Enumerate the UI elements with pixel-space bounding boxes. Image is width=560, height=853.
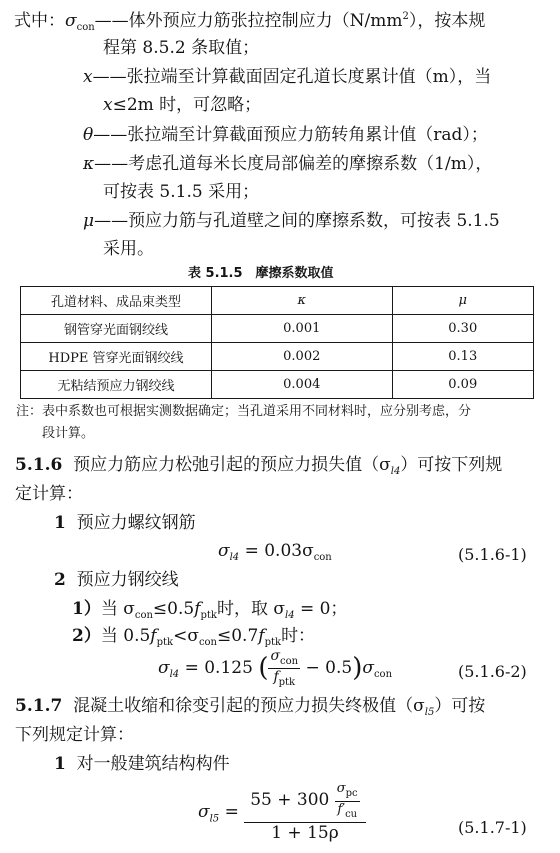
table-header-mu: μ [392, 287, 533, 315]
eq-tail-subscript: con [373, 669, 393, 680]
eq-tail-symbol: σ [362, 658, 374, 679]
case-subscript: con [134, 610, 153, 621]
x-text-2: ≤2m 时，可忽略； [112, 95, 262, 115]
mu-text: ——预应力筋与孔道壁之间的摩擦系数，可按表 5.1.5 [94, 211, 500, 231]
table-cell-material: 钢管穿光面钢绞线 [21, 315, 212, 343]
sigma-con-subscript: con [76, 22, 95, 33]
equation-number: (5.1.6-1) [458, 545, 527, 564]
sigma-con-text: ——体外预应力筋张拉控制应力（N/mm [94, 11, 403, 31]
equation-5-1-7-1 [198, 782, 366, 844]
definition-kappa-line2: 可按表 5.1.5 采用； [103, 182, 260, 202]
case-text-mid: ≤0.5 [152, 599, 195, 619]
section-text: 预应力筋应力松弛引起的预应力损失值（σ [73, 455, 391, 475]
table-cell-mu: 0.13 [392, 343, 533, 371]
x-symbol-2: x [103, 95, 113, 115]
kappa-text: ——考虑孔道每米长度局部偏差的摩擦系数（1/m）， [94, 154, 493, 174]
section-number: 5.1.7 [15, 696, 63, 716]
equation-number: (5.1.6-2) [458, 662, 527, 681]
eq-minus: − 0.5 [305, 658, 353, 679]
table-title: 表 5.1.5 摩擦系数取值 [188, 266, 334, 281]
table-cell-kappa: 0.004 [212, 371, 393, 399]
definition-mu-line2: 采用。 [103, 239, 154, 259]
inner-num-subscript: pc [345, 788, 358, 799]
frac-num-symbol: σ [270, 648, 281, 664]
table-cell-mu: 0.30 [392, 315, 533, 343]
paren-open: ( [258, 653, 269, 684]
section-5-1-6-heading [15, 457, 502, 477]
friction-table [20, 286, 534, 399]
case-text-end: = 0； [294, 599, 348, 619]
frac-num-text: 55 + 300 [250, 790, 330, 811]
table-note-line2: 段计算。 [42, 426, 95, 441]
eq-lhs-subscript: l4 [229, 552, 240, 563]
table-cell-mu: 0.09 [392, 371, 533, 399]
frac-den-subscript: ptk [278, 677, 296, 688]
eq-equals: = [224, 802, 239, 822]
case-text-mid: <σ [173, 626, 199, 646]
case-f-symbol: f [194, 599, 201, 619]
definition-kappa-line1 [83, 156, 492, 173]
eq-rhs: = 0.03σ [244, 541, 314, 561]
paren-close: ) [352, 653, 363, 684]
table-header-material: 孔道材料、成品束类型 [21, 287, 212, 315]
x-text: ——张拉端至计算截面固定孔道长度累计值（m），当 [92, 67, 492, 87]
definition-x-line2 [103, 97, 261, 114]
section-5-1-6-line2: 定计算： [15, 484, 83, 504]
table-row [21, 315, 534, 343]
table-header-kappa: κ [212, 287, 393, 315]
mu-symbol: μ [83, 211, 95, 231]
item-2-strand [54, 572, 179, 589]
definitions-lead: 式中： [14, 11, 65, 31]
item-1-general [54, 756, 230, 773]
eq-inner-fraction [335, 782, 360, 820]
kappa-symbol: κ [83, 154, 95, 174]
case-text-mid-2: ≤0.7 [217, 626, 259, 646]
case-text-end: 时： [281, 626, 316, 646]
section-number: 5.1.6 [15, 455, 63, 475]
item-number: 1 [54, 754, 66, 774]
case-f-symbol-2: f [258, 626, 265, 646]
eq-lhs-subscript: l5 [209, 813, 220, 825]
equation-number: (5.1.7-1) [458, 818, 527, 837]
case-number: 1） [72, 599, 101, 619]
frac-den-text: 1 + 15ρ [271, 823, 339, 843]
theta-text: ——张拉端至计算截面预应力筋转角累计值（rad）； [93, 125, 488, 145]
case-2 [72, 628, 315, 648]
frac-den-symbol: f [273, 669, 279, 685]
section-text-subscript: l5 [424, 707, 435, 718]
case-f-subscript: ptk [200, 610, 217, 621]
item-label: 预应力螺纹钢筋 [76, 513, 196, 533]
section-text-end: ）可按 [434, 696, 486, 716]
table-header-row [21, 287, 534, 315]
item-1-rebar [54, 515, 196, 532]
x-symbol: x [83, 67, 93, 87]
section-text: 混凝土收缩和徐变引起的预应力损失终极值（σ [73, 696, 425, 716]
equation-5-1-6-2 [158, 649, 392, 688]
eq-lhs-symbol: σ [218, 541, 230, 561]
table-row [21, 371, 534, 399]
inner-den-subscript: cu [345, 808, 358, 820]
inner-den-symbol: f′ [337, 801, 346, 817]
case-number: 2） [72, 626, 101, 646]
item-label: 对一般建筑结构构件 [76, 754, 230, 774]
case-text-post: 时，取 σ [216, 599, 285, 619]
eq-coefficient: = 0.125 [184, 658, 253, 679]
table-cell-material: 无粘结预应力钢绞线 [21, 371, 212, 399]
case-subscript-2: l4 [285, 610, 295, 621]
eq-lhs-subscript: l4 [169, 669, 180, 680]
section-5-1-7-line2: 下列规定计算： [15, 725, 134, 745]
table-cell-kappa: 0.001 [212, 315, 393, 343]
table-note-line1: 注：表中系数也可根据实测数据确定；当孔道采用不同材料时，应分别考虑，分 [16, 404, 472, 419]
definition-sigma-con-line1 [14, 12, 485, 33]
eq-rhs-subscript: con [313, 552, 332, 563]
case-1 [72, 601, 347, 621]
case-f-subscript-2: ptk [264, 637, 282, 648]
definition-theta [83, 127, 488, 144]
section-text-end: ）可按下列规 [400, 455, 503, 475]
case-f-subscript: ptk [156, 637, 174, 648]
inner-num-symbol: σ [336, 781, 346, 796]
case-text: 当 σ [100, 599, 135, 619]
eq-fraction [268, 649, 300, 688]
sigma-con-superscript: 2 [402, 11, 409, 22]
eq-lhs-symbol: σ [158, 658, 170, 679]
table-row [21, 343, 534, 371]
item-number: 2 [54, 570, 66, 590]
definition-x-line1 [83, 69, 491, 86]
eq-main-fraction [244, 782, 365, 844]
case-text: 当 0.5 [100, 626, 151, 646]
definition-mu-line1 [83, 213, 500, 230]
frac-num-subscript: con [280, 656, 299, 667]
equation-5-1-6-1 [218, 543, 332, 563]
eq-lhs-symbol: σ [198, 802, 210, 822]
item-number: 1 [54, 513, 66, 533]
table-cell-kappa: 0.002 [212, 343, 393, 371]
case-subscript: con [198, 637, 217, 648]
definition-sigma-con-line2: 程第 8.5.2 条取值； [103, 38, 260, 58]
item-label: 预应力钢绞线 [76, 570, 179, 590]
section-text-subscript: l4 [390, 466, 401, 477]
sigma-con-symbol: σ [65, 11, 77, 31]
theta-symbol: θ [83, 125, 94, 145]
sigma-con-text-end: ），按本规 [408, 11, 486, 31]
section-5-1-7-heading [15, 698, 485, 718]
table-cell-material: HDPE 管穿光面钢绞线 [21, 343, 212, 371]
case-f-symbol: f [150, 626, 157, 646]
